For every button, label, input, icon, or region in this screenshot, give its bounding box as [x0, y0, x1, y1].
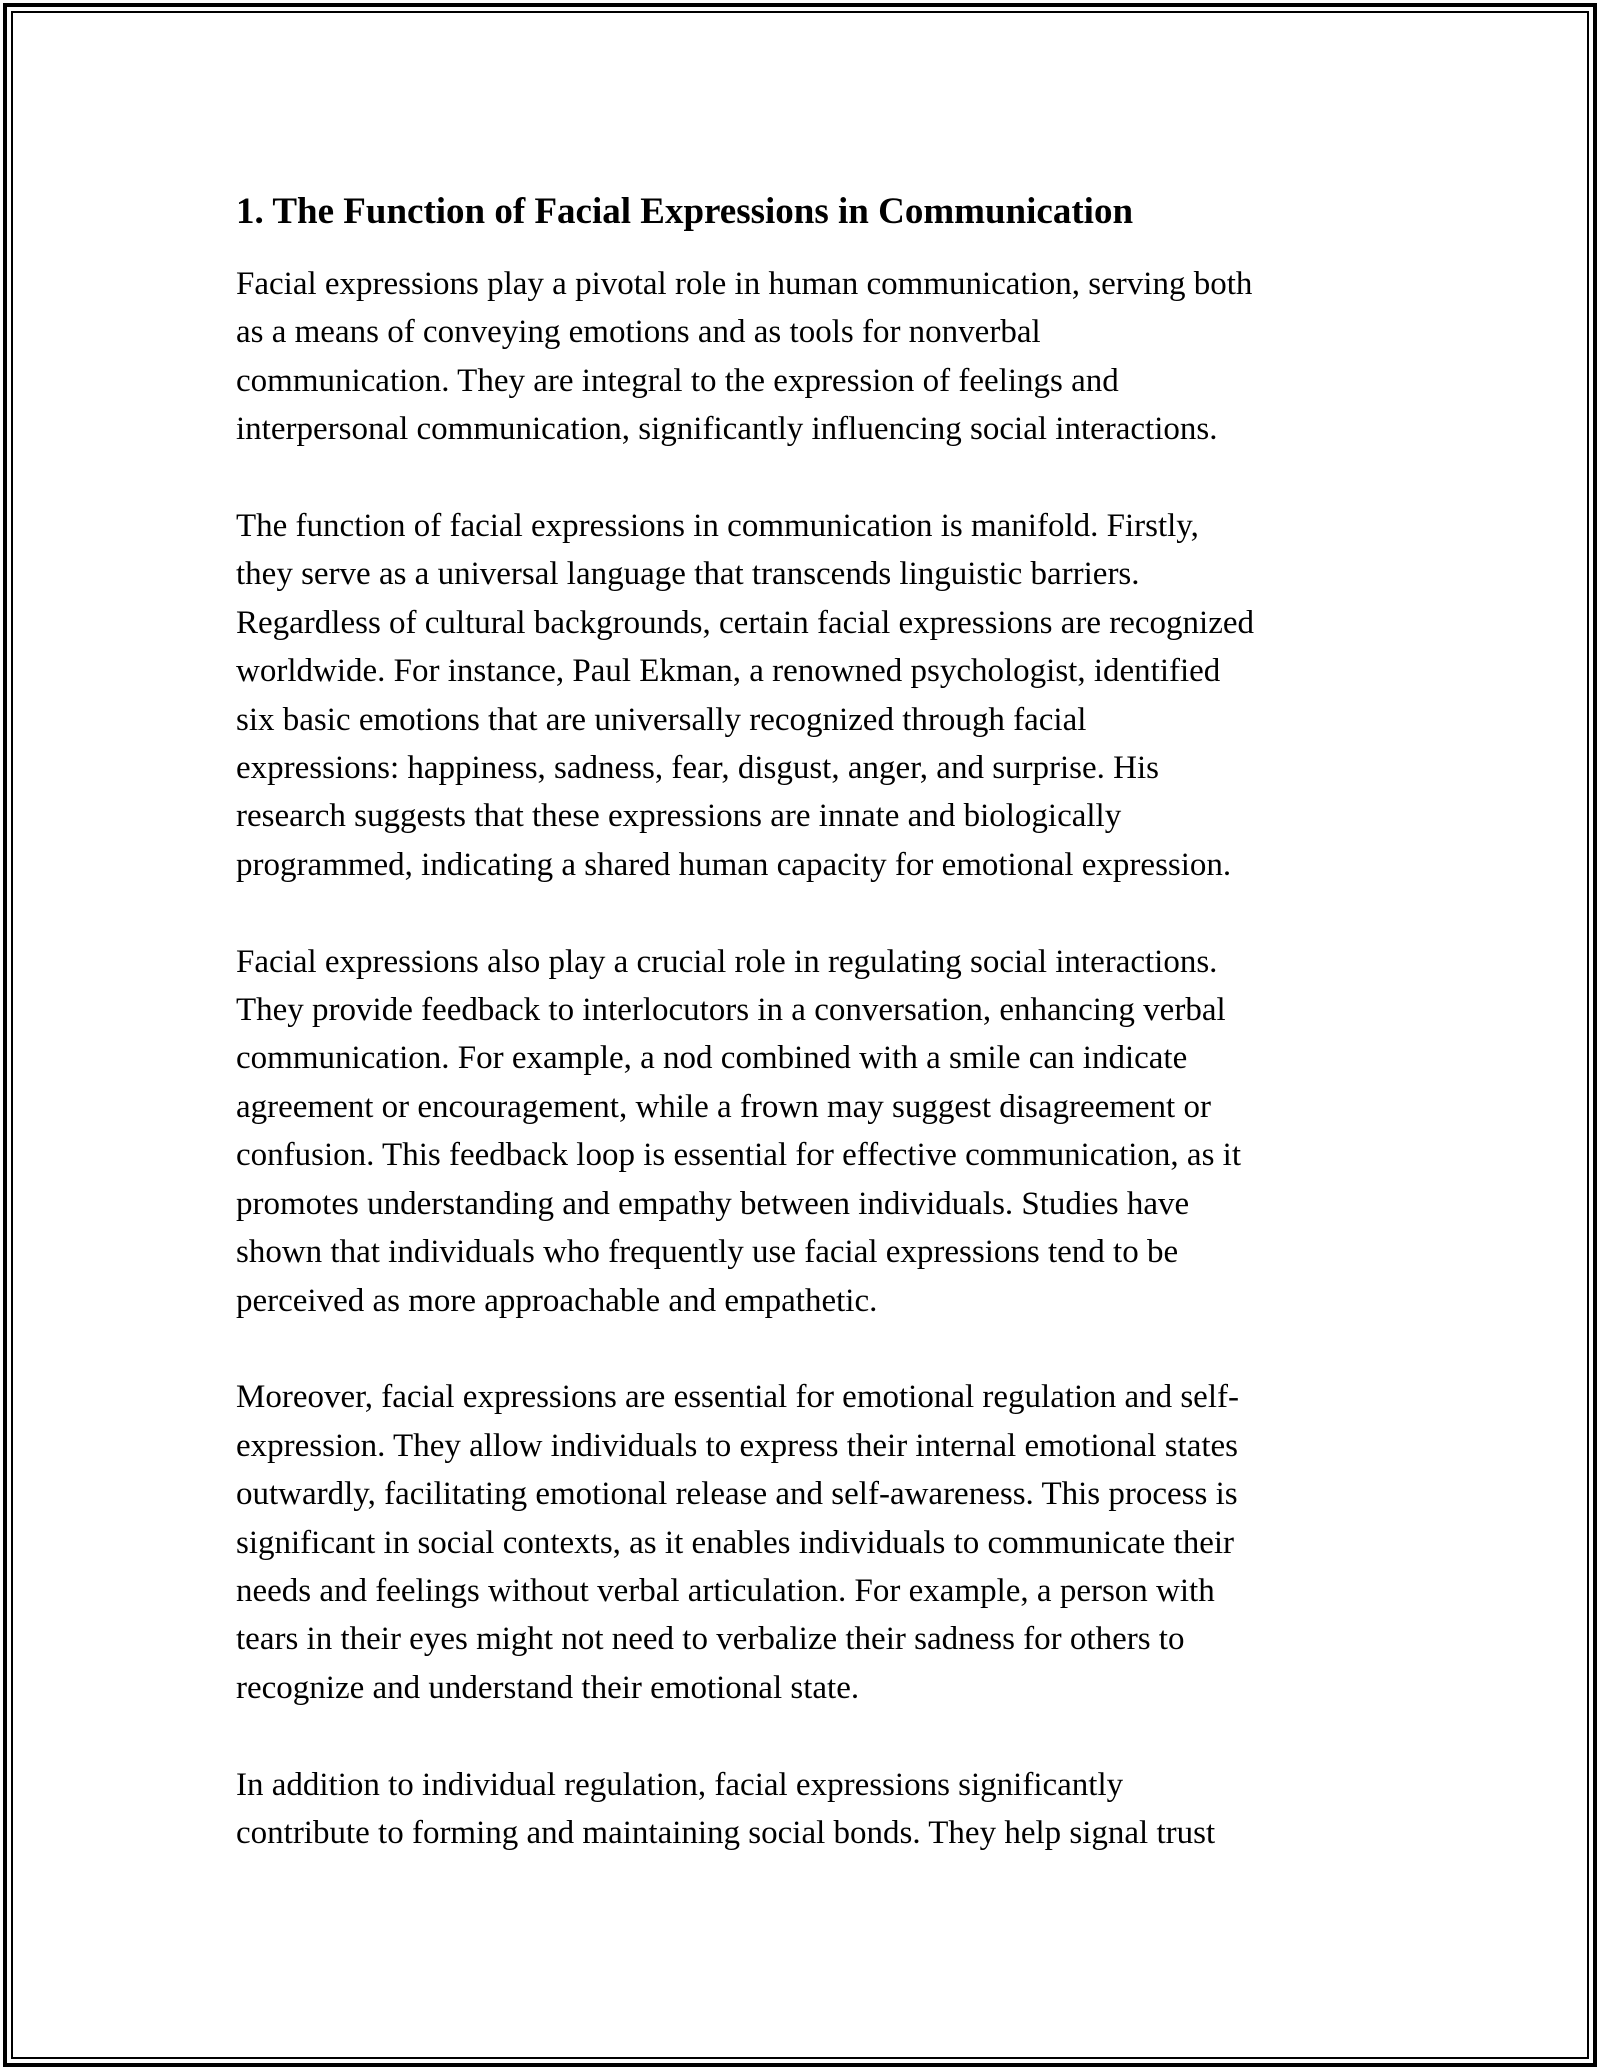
text-line: They provide feedback to interlocutors in a conversation, enhancing verbal	[236, 992, 1226, 1029]
text-line: programmed, indicating a shared human capacity for emotional expression.	[236, 846, 1232, 883]
text-line: Moreover, facial expressions are essential for emotional regulation and self-	[236, 1379, 1239, 1416]
text-line: communication. They are integral to the expression of feelings and	[236, 362, 1119, 399]
text-line: promotes understanding and empathy between individuals. Studies have	[236, 1185, 1190, 1222]
text-line: significant in social contexts, as it enables individuals to communicate their	[236, 1524, 1235, 1561]
paragraph-5	[236, 1761, 1396, 1858]
text-line: as a means of conveying emotions and as tools for nonverbal	[236, 314, 1041, 351]
document-body	[236, 186, 1396, 1906]
text-line: outwardly, facilitating emotional release and self-awareness. This process is	[236, 1476, 1238, 1513]
text-line: research suggests that these expressions are innate and biologically	[236, 798, 1122, 835]
text-line: Facial expressions play a pivotal role in human communication, serving both	[236, 266, 1253, 302]
paragraph-4	[236, 1373, 1396, 1712]
text-line: needs and feelings without verbal articulation. For example, a person with	[236, 1572, 1215, 1609]
paragraph-3	[236, 938, 1396, 1325]
text-line: six basic emotions that are universally recognized through facial	[236, 701, 1087, 738]
text-line: Regardless of cultural backgrounds, certain facial expressions are recognized	[236, 604, 1254, 641]
text-line: confusion. This feedback loop is essential for effective communication, as it	[236, 1137, 1242, 1174]
paragraph-2	[236, 502, 1396, 889]
text-line: tears in their eyes might not need to verbalize their sadness for others to	[236, 1621, 1185, 1658]
text-line: perceived as more approachable and empathetic.	[236, 1282, 878, 1319]
text-line: worldwide. For instance, Paul Ekman, a renowned psychologist, identified	[236, 653, 1221, 690]
text-line: recognize and understand their emotional state.	[236, 1669, 860, 1706]
text-line: expression. They allow individuals to express their internal emotional states	[236, 1427, 1239, 1464]
text-line: expressions: happiness, sadness, fear, disgust, anger, and surprise. His	[236, 750, 1160, 787]
text-line: The function of facial expressions in communication is manifold. Firstly,	[236, 508, 1199, 545]
text-line: agreement or encouragement, while a frown may suggest disagreement or	[236, 1088, 1211, 1125]
text-line: they serve as a universal language that transcends linguistic barriers.	[236, 556, 1140, 593]
paragraph-1	[236, 260, 1396, 454]
text-line: In addition to individual regulation, facial expressions significantly	[236, 1766, 1124, 1803]
text-line: communication. For example, a nod combined with a smile can indicate	[236, 1040, 1188, 1077]
text-line: interpersonal communication, significantly influencing social interactions.	[236, 411, 1218, 448]
text-line: shown that individuals who frequently use facial expressions tend to be	[236, 1234, 1179, 1271]
text-line: contribute to forming and maintaining social bonds. They help signal trust	[236, 1814, 1216, 1851]
section-heading: 1. The Function of Facial Expressions in Communication	[236, 191, 1134, 232]
text-line: Facial expressions also play a crucial role in regulating social interactions.	[236, 943, 1218, 980]
